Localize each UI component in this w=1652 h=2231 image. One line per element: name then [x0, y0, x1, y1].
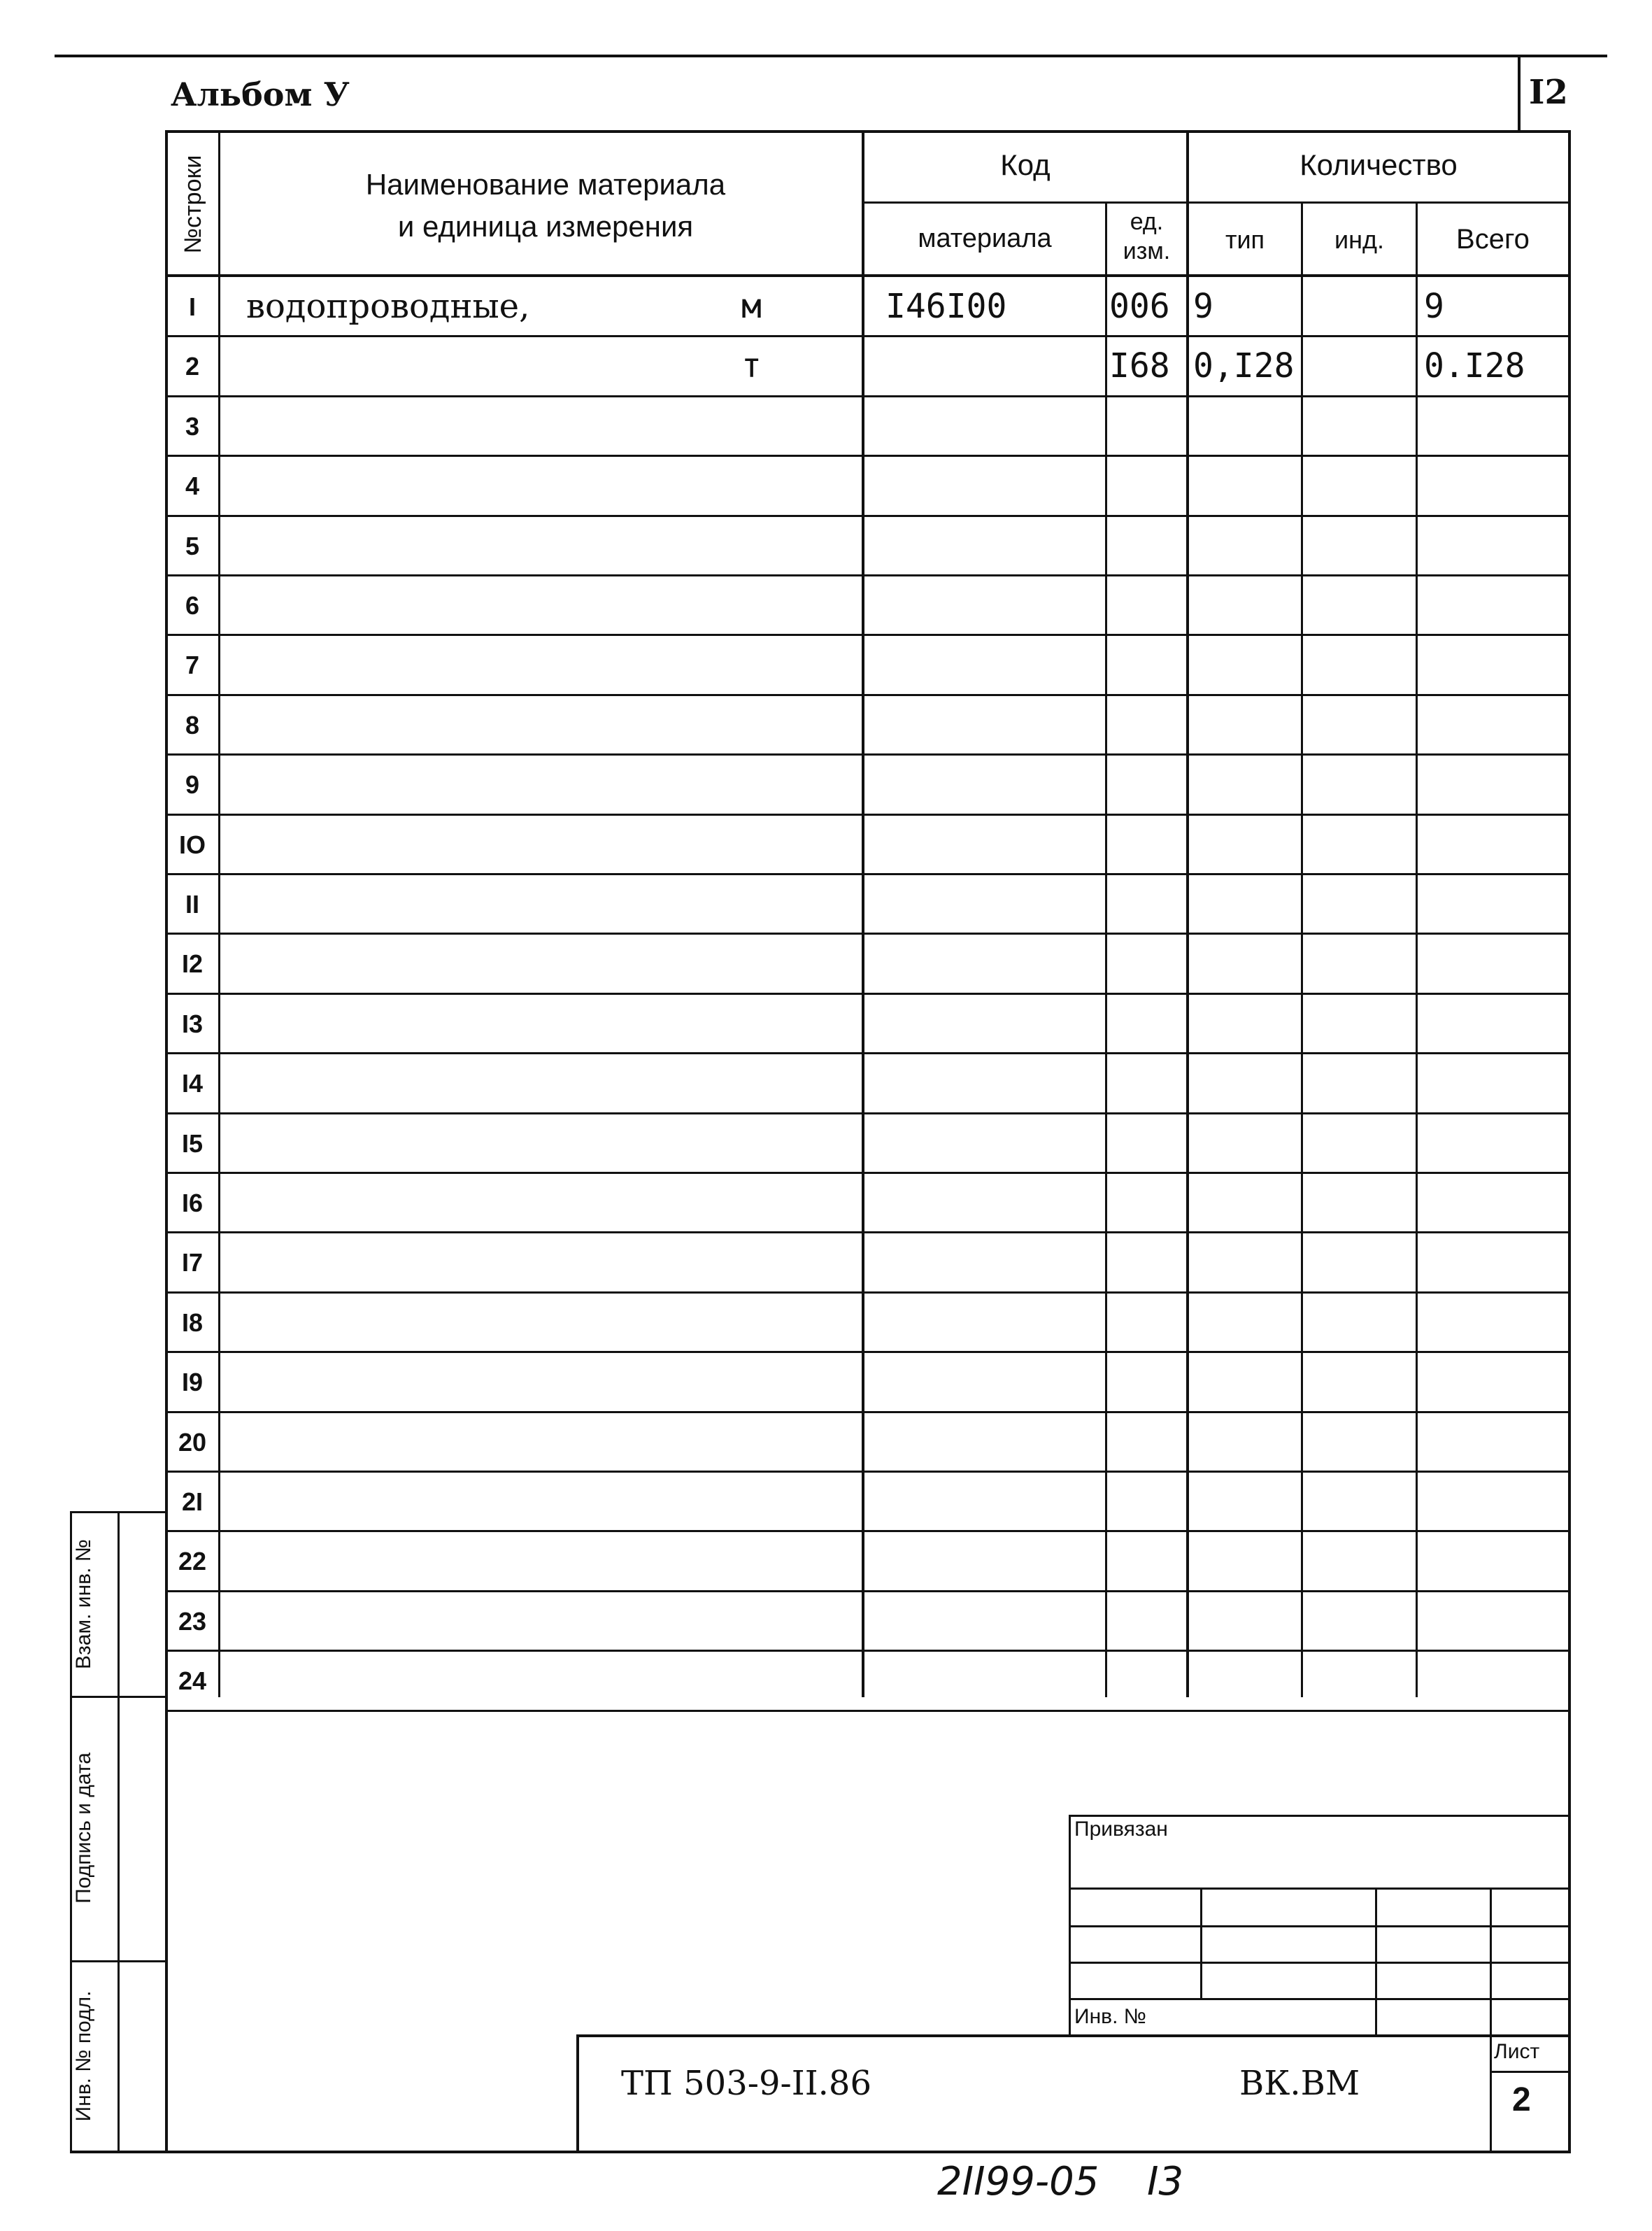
row-number: 4 [185, 472, 200, 501]
side-strip-divider [118, 1511, 120, 2152]
row-number: 7 [185, 651, 200, 680]
row-number: 2 [185, 352, 200, 381]
row-divider [165, 1710, 1571, 1712]
row-number: 24 [178, 1666, 207, 1696]
row-divider [165, 933, 1571, 935]
table-right-border [1568, 130, 1571, 2152]
stamp-col-1 [1200, 1888, 1202, 1998]
row-divider [165, 1291, 1571, 1294]
header-mid-line [862, 201, 1568, 204]
row-number: 23 [178, 1606, 207, 1636]
row-number: II [185, 890, 199, 919]
col-line-unit [1186, 130, 1189, 1697]
row-number: I4 [181, 1069, 204, 1098]
archive-number: 2II99-05 [937, 2159, 1099, 2204]
doc-mark: ВК.ВМ [1239, 2064, 1360, 2103]
cell-unit: I68 [1109, 346, 1170, 386]
col-line-no [218, 130, 220, 1697]
stamp-col-2 [1375, 1888, 1377, 2036]
row-divider [165, 694, 1571, 696]
album-title: Альбом У [171, 76, 350, 113]
side-label-signature-date: Подпись и дата [72, 1752, 95, 1904]
stamp-line-2 [1069, 1925, 1571, 1927]
row-number: 6 [185, 591, 200, 620]
row-number: IO [178, 830, 206, 859]
stamp-tied-label: Привязан [1074, 1818, 1168, 1841]
cell-unit-sym: т [741, 346, 762, 386]
header-row-no: №строки [180, 155, 206, 254]
materials-table [165, 130, 1571, 1697]
col-line-name [862, 130, 864, 1697]
row-number: I2 [181, 949, 204, 979]
row-divider [165, 1411, 1571, 1413]
row-divider [165, 515, 1571, 517]
side-strip-line1 [70, 1696, 168, 1698]
row-divider [165, 1530, 1571, 1532]
side-strip-bottom [70, 2151, 1571, 2153]
header-code-group: Код [1000, 148, 1051, 181]
row-divider [165, 1112, 1571, 1114]
row-number: I7 [181, 1248, 204, 1277]
header-ind: инд. [1334, 225, 1384, 254]
table-top-border [165, 130, 1571, 133]
doc-code: ТП 503-9-II.86 [621, 2064, 871, 2103]
row-number: I3 [181, 1009, 204, 1038]
cell-unit: 006 [1109, 287, 1170, 326]
stamp-top [1069, 1815, 1571, 1817]
cell-type: 0,I28 [1193, 346, 1295, 386]
top-rule [55, 55, 1607, 57]
row-number: 22 [178, 1547, 207, 1576]
header-unit-line2: изм. [1123, 238, 1171, 264]
cell-name: водопроводные, [246, 287, 530, 326]
side-label-replace-inv: Взам. инв. № [72, 1539, 95, 1669]
header-unit-line1: ед. [1130, 208, 1164, 235]
archive-extra: I3 [1147, 2159, 1184, 2204]
header-name-line2: и единица измерения [397, 210, 694, 243]
cell-total: 9 [1424, 287, 1444, 326]
stamp-col-3 [1490, 1888, 1492, 2151]
header-total: Всего [1456, 224, 1530, 255]
stamp-line-3 [1069, 1962, 1571, 1964]
row-number: 8 [185, 710, 200, 739]
row-divider [165, 814, 1571, 816]
row-number: 5 [185, 531, 200, 560]
sheet-number: 2 [1512, 2081, 1531, 2118]
header-material: материала [918, 224, 1052, 253]
stamp-line-4 [1069, 1998, 1571, 2000]
row-divider [165, 455, 1571, 457]
cell-unit-sym: м [741, 287, 762, 326]
row-divider [165, 1351, 1571, 1353]
row-number: 3 [185, 411, 200, 441]
header-qty-group: Количество [1299, 148, 1458, 181]
row-divider [165, 1231, 1571, 1233]
page-number-divider [1518, 55, 1521, 130]
row-number: I6 [181, 1189, 204, 1217]
cell-type: 9 [1193, 287, 1213, 326]
col-line-material [1105, 203, 1107, 1697]
row-number: I [188, 292, 196, 321]
row-divider [165, 634, 1571, 636]
title-block-left [576, 2034, 579, 2152]
row-number: 9 [185, 770, 200, 800]
row-number: I8 [181, 1308, 204, 1337]
header-name-line1: Наименование материала [365, 168, 726, 201]
row-divider [165, 1471, 1571, 1473]
row-divider [165, 753, 1571, 756]
row-divider [165, 335, 1571, 337]
row-divider [165, 395, 1571, 397]
cell-total: 0.I28 [1424, 346, 1525, 386]
row-divider [165, 1590, 1571, 1592]
row-number: 20 [178, 1427, 207, 1457]
row-number: I9 [181, 1368, 204, 1397]
title-block-top [576, 2034, 1571, 2037]
sheet-label-line [1490, 2071, 1571, 2073]
stamp-inv-label: Инв. № [1074, 2005, 1146, 2028]
cell-material: I46I00 [885, 287, 1007, 326]
header-bottom-line [165, 274, 1571, 277]
row-divider [165, 574, 1571, 576]
row-divider [165, 1650, 1571, 1652]
row-number: I5 [181, 1128, 204, 1158]
header-type: тип [1225, 225, 1265, 254]
col-line-ind [1416, 203, 1418, 1697]
col-line-type [1301, 203, 1303, 1697]
stamp-line-1 [1069, 1888, 1571, 1890]
side-label-inv-orig: Инв. № подл. [72, 1990, 95, 2122]
row-divider [165, 1052, 1571, 1054]
page-number: I2 [1529, 73, 1568, 112]
side-strip-line2 [70, 1960, 168, 1962]
row-divider [165, 873, 1571, 875]
row-divider [165, 1172, 1571, 1174]
row-divider [165, 993, 1571, 995]
sheet-label: Лист [1494, 2040, 1540, 2063]
row-number: 2I [181, 1487, 204, 1516]
